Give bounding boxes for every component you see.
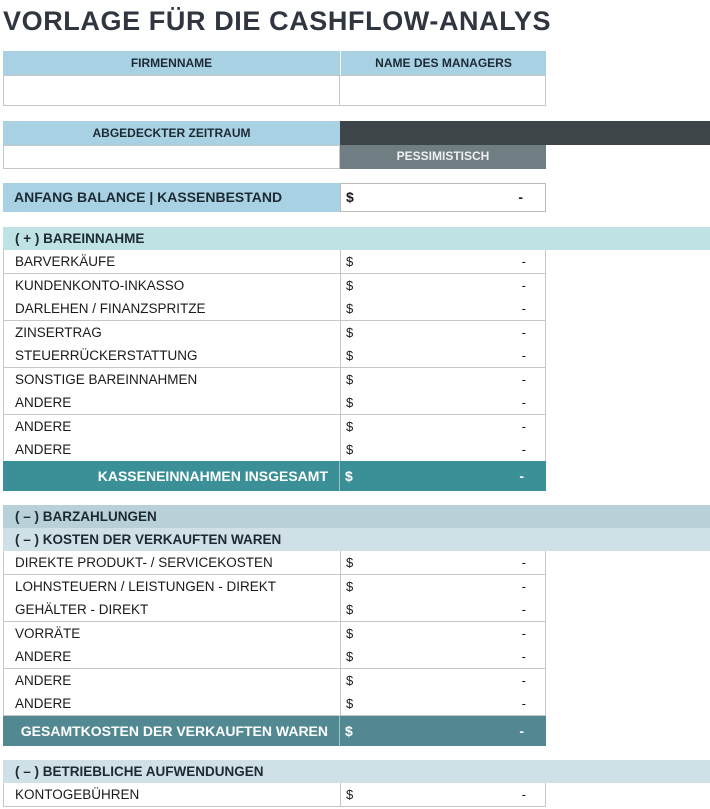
row-value[interactable]: - — [521, 578, 526, 594]
total-cogs-value: - — [519, 723, 524, 739]
starting-balance-label: ANFANG BALANCE | KASSENBESTAND — [3, 183, 340, 212]
row-currency: $ — [346, 696, 354, 711]
row-currency: $ — [346, 301, 354, 316]
row-label: STEUERRÜCKERSTATTUNG — [4, 344, 341, 367]
page-title: VORLAGE FÜR DIE CASHFLOW-ANALYS — [3, 6, 552, 36]
row-currency: $ — [346, 555, 354, 570]
starting-balance-value[interactable] — [340, 183, 546, 212]
row-value[interactable]: - — [521, 301, 526, 316]
row-currency: $ — [346, 625, 354, 641]
row-label: KUNDENKONTO-INKASSO — [4, 274, 341, 297]
row-value[interactable]: - — [521, 625, 526, 641]
row-currency: $ — [346, 348, 354, 363]
scenario-header-bar — [340, 121, 710, 145]
period-header: ABGEDECKTER ZEITRAUM — [3, 121, 340, 145]
row-currency: $ — [346, 371, 354, 387]
row-value[interactable]: - — [521, 395, 526, 410]
table-row[interactable] — [3, 669, 546, 693]
starting-balance-amount: - — [518, 189, 523, 205]
row-value[interactable]: - — [521, 602, 526, 617]
row-currency: $ — [346, 395, 354, 410]
row-currency: $ — [346, 277, 354, 293]
row-value[interactable]: - — [521, 254, 526, 269]
manager-name-header: NAME DES MANAGERS — [340, 51, 546, 75]
total-cash-receipts-label: KASSENEINNAHMEN INSGESAMT — [3, 461, 340, 491]
table-row[interactable] — [3, 250, 546, 274]
company-name-header: FIRMENNAME — [3, 51, 340, 75]
table-row[interactable] — [3, 391, 546, 415]
total-cogs-label: GESAMTKOSTEN DER VERKAUFTEN WAREN — [3, 716, 340, 746]
table-row[interactable] — [3, 368, 546, 392]
row-label: ANDERE — [4, 415, 341, 438]
row-value[interactable]: - — [521, 555, 526, 570]
row-value[interactable]: - — [521, 787, 526, 802]
manager-name-input[interactable] — [340, 75, 546, 106]
company-name-input[interactable] — [3, 75, 340, 106]
total-cogs-row — [3, 716, 546, 746]
total-cash-receipts-currency: $ — [345, 468, 353, 484]
row-value[interactable]: - — [521, 418, 526, 434]
table-row[interactable] — [3, 645, 546, 669]
row-label: DIREKTE PRODUKT- / SERVICEKOSTEN — [4, 551, 341, 574]
operating-expenses-heading: ( – ) BETRIEBLICHE AUFWENDUNGEN — [3, 760, 710, 783]
row-label: GEHÄLTER - DIREKT — [4, 598, 341, 621]
row-currency: $ — [346, 787, 354, 802]
table-row[interactable] — [3, 297, 546, 321]
total-cash-receipts-row — [3, 461, 546, 491]
row-value[interactable]: - — [521, 277, 526, 293]
table-row[interactable] — [3, 344, 546, 368]
table-row[interactable] — [3, 575, 546, 599]
cash-receipts-heading: ( + ) BAREINNAHME — [3, 227, 710, 250]
row-currency: $ — [346, 324, 354, 340]
row-value[interactable]: - — [521, 442, 526, 457]
row-label: SONSTIGE BAREINNAHMEN — [4, 368, 341, 391]
row-label: VORRÄTE — [4, 622, 341, 645]
row-value[interactable]: - — [521, 348, 526, 363]
row-currency: $ — [346, 254, 354, 269]
row-currency: $ — [346, 578, 354, 594]
row-currency: $ — [346, 602, 354, 617]
period-input[interactable] — [3, 145, 340, 169]
row-label: ANDERE — [4, 391, 341, 414]
row-label: ANDERE — [4, 692, 341, 715]
row-value[interactable]: - — [521, 324, 526, 340]
table-row[interactable] — [3, 321, 546, 345]
total-cogs-currency: $ — [345, 723, 353, 739]
row-currency: $ — [346, 442, 354, 457]
table-row[interactable] — [3, 598, 546, 622]
starting-balance-currency: $ — [346, 189, 354, 205]
row-label: KONTOGEBÜHREN — [4, 783, 341, 806]
cash-payments-heading: ( – ) BARZAHLUNGEN — [3, 505, 710, 528]
table-row[interactable] — [3, 274, 546, 298]
total-cash-receipts-value: - — [519, 468, 524, 484]
row-currency: $ — [346, 672, 354, 688]
scenario-pessimistic-label: PESSIMISTISCH — [340, 145, 546, 169]
row-value[interactable]: - — [521, 649, 526, 664]
table-row[interactable] — [3, 551, 546, 575]
row-label: LOHNSTEUERN / LEISTUNGEN - DIREKT — [4, 575, 341, 598]
row-label: BARVERKÄUFE — [4, 250, 341, 273]
row-value[interactable]: - — [521, 371, 526, 387]
table-row[interactable] — [3, 415, 546, 439]
cogs-heading: ( – ) KOSTEN DER VERKAUFTEN WAREN — [3, 528, 710, 551]
row-currency: $ — [346, 649, 354, 664]
table-row[interactable] — [3, 783, 546, 807]
row-label: ZINSERTRAG — [4, 321, 341, 344]
row-label: ANDERE — [4, 645, 341, 668]
row-currency: $ — [346, 418, 354, 434]
row-value[interactable]: - — [521, 672, 526, 688]
table-row[interactable] — [3, 438, 546, 462]
row-label: DARLEHEN / FINANZSPRITZE — [4, 297, 341, 320]
row-label: ANDERE — [4, 669, 341, 692]
table-row[interactable] — [3, 692, 546, 716]
row-value[interactable]: - — [521, 696, 526, 711]
table-row[interactable] — [3, 622, 546, 646]
row-label: ANDERE — [4, 438, 341, 461]
